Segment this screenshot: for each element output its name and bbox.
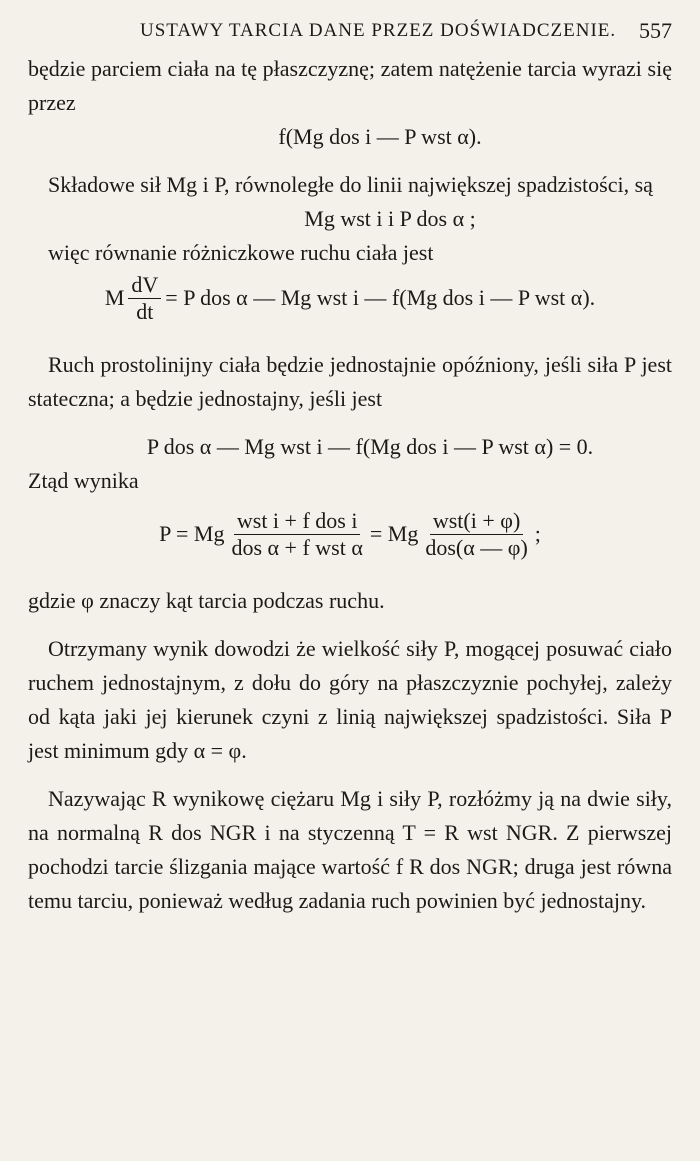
eq5-fraction-1 xyxy=(228,508,365,561)
eq3-lhs: M xyxy=(104,285,125,310)
running-header xyxy=(28,16,672,52)
page xyxy=(28,16,672,918)
eq5-denominator-1: dos α + f wst α xyxy=(231,534,363,560)
eq5-numerator-1: wst i + f dos i xyxy=(234,508,361,535)
paragraph-4: Ruch prostolinijny ciała będzie jednostajnie opóźniony, jeśli siła P jest stateczna; a będzie jednostajny, jeśli jest xyxy=(28,352,672,411)
paragraph-7: Otrzymany wynik dowodzi że wielkość siły P, mogącej posuwać ciało ruchem jednostajnym, z dołu do góry na płaszczyznie pochyłej, zależy od kąta jaki jej kierunek czyni z linią największej spadzistości. Siła P jest minimum gdy α = φ. xyxy=(28,636,672,763)
eq3-numerator: dV xyxy=(128,272,161,299)
paragraph-5: Ztąd wynika xyxy=(28,468,139,493)
eq5-lhs: P = Mg xyxy=(159,521,225,546)
equation-4: P dos α — Mg wst i — f(Mg dos i — P wst α) = 0. xyxy=(146,434,594,459)
paragraph-2: Składowe sił Mg i P, równoległe do linii największej spadzistości, są xyxy=(48,172,653,197)
equation-1: f(Mg dos i — P wst α). xyxy=(278,124,482,149)
paragraph-3: więc równanie różniczkowe ruchu ciała jest xyxy=(48,240,434,265)
eq5-end: ; xyxy=(534,521,541,546)
eq5-mid: = Mg xyxy=(369,521,419,546)
equation-2: Mg wst i i P dos α ; xyxy=(304,206,476,231)
eq5-fraction-2 xyxy=(422,508,530,561)
equation-5 xyxy=(28,498,672,570)
page-number: 557 xyxy=(639,18,672,43)
eq3-rhs: = P dos α — Mg wst i — f(Mg dos i — P wst α). xyxy=(165,285,596,310)
eq3-denominator: dt xyxy=(136,298,154,324)
paragraph-1: będzie parciem ciała na tę płaszczyznę; zatem natężenie tarcia wyrazi się przez xyxy=(28,56,672,115)
header-title: USTAWY TARCIA DANE PRZEZ DOŚWIADCZENIE. xyxy=(140,20,617,41)
eq5-numerator-2: wst(i + φ) xyxy=(430,508,523,535)
equation-3 xyxy=(28,270,672,326)
paragraph-6: gdzie φ znaczy kąt tarcia podczas ruchu. xyxy=(28,588,385,613)
eq5-denominator-2: dos(α — φ) xyxy=(425,534,528,560)
paragraph-8: Nazywając R wynikowę ciężaru Mg i siły P, rozłóżmy ją na dwie siły, na normalną R dos NGR i na styczenną T = R wst NGR. Z pierwszej pochodzi tarcie ślizgania mające wartość f R dos NGR; druga jest równa temu tarciu, ponieważ według zadania ruch powinien być jednostajny. xyxy=(28,786,672,913)
eq3-fraction xyxy=(128,272,161,325)
